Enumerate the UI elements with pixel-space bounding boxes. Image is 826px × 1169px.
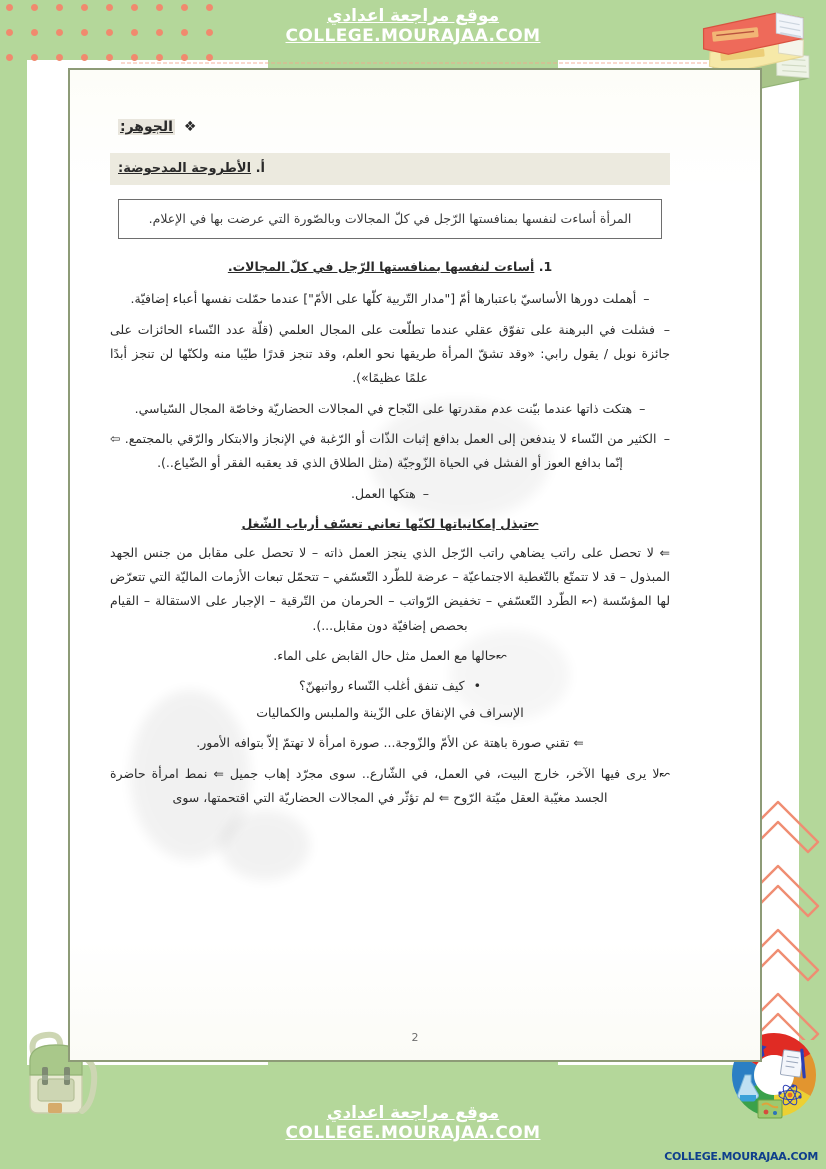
list-item xyxy=(110,397,670,421)
decorative-dot xyxy=(206,54,213,61)
arrow-block-3: ⇐ تقني صورة باهتة عن الأمّ والزّوجة... صورة امرأة لا تهتمّ إلاّ بتوافه الأمور. xyxy=(196,735,584,751)
decorative-dot xyxy=(156,54,163,61)
brand-url-bottom[interactable]: COLLEGE.MOURAJAA.COM xyxy=(285,1122,541,1143)
document-text-body xyxy=(110,114,670,816)
arrow-block-4: ↜لا يرى فيها الآخر، خارج البيت، في العمل، في الشّارع.. سوى مجرّد إهاب جميل ⇐ نمط امرأة حاضرة الجسد مغيّبة العقل ميّتة الرّوح ⇐ لم تؤثّر في المجالات الحضاريّة التي اقتحمتها، سوى xyxy=(110,765,670,805)
subheading-underlined: ↜تبذل إمكانياتها لكنّها تعاني تعسّف أرباب الشّغل xyxy=(241,516,539,532)
page-number: 2 xyxy=(411,1031,419,1044)
decorative-dot xyxy=(131,54,138,61)
decorative-dot xyxy=(81,54,88,61)
diamond-bullet-icon: ❖ xyxy=(183,119,197,135)
decorative-dot xyxy=(31,54,38,61)
numbered-item-1-title: أساءت لنفسها بمنافستها الرّجل في كلّ المجالات. xyxy=(227,258,535,274)
list-item-marker: – xyxy=(663,321,670,337)
brand-url-top[interactable]: COLLEGE.MOURAJAA.COM xyxy=(285,26,541,47)
answer-line: الإسراف في الإنفاق على الزّينة والملبس والكماليات xyxy=(256,704,524,720)
brand-arabic-title-footer: موقع مراجعة اعدادي xyxy=(326,1102,500,1123)
heading-essence xyxy=(110,114,670,141)
thesis-quote-box: المرأة أساءت لنفسها بمنافستها الرّجل في كلّ المجالات وبالصّورة التي عرضت بها في الإعلام. xyxy=(118,199,662,239)
arrow-line-2: ↜حالها مع العمل مثل حال القابض على الماء. xyxy=(273,648,507,664)
brand-arabic-title: موقع مراجعة اعدادي xyxy=(326,6,500,26)
list-item-marker: – xyxy=(663,431,670,447)
list-item xyxy=(110,427,670,476)
footer-branding xyxy=(0,1103,826,1143)
list-item-text: الكثير من النّساء لا يندفعن إلى العمل بدافع إثبات الذّات أو الرّغبة في الإنجاز والابتكار والرّقي بالمجتمع. ⇦ إنّما بدافع العوز أو الفشل في الحياة الزّوجيّة (مثل الطلاق الذي قد يعقبه الفقر أو الضّياع..). xyxy=(110,431,657,471)
list-item-marker: – xyxy=(422,485,430,501)
list-item-text: فشلت في البرهنة على تفوّق عقلي عندما تطلّعت على المجال العلمي (قلّة عدد النّساء الحائزات على جائزة نوبل / يقول رابي: «وقد تشقّ المرأة طريقها نحو العلم، وقد تنجز قدرًا طيّبا منه ولكنّها لن تنجز أبدًا علمًا عظيمًا»). xyxy=(110,321,670,386)
arrow-block-1: ⇐ لا تحصل على راتب يضاهي راتب الرّجل الذي ينجز العمل ذاته – لا تحصل على مقابل من جنس الجهد المبذول – قد لا تتمتّع بالتّغطية الاجتماعيّة – عرضة للطّرد التّعسّفي – تتحمّل تبعات الأزمات الماليّة التي تتعرّض لها المؤسّسة (↜ الطّرد التّعسّفي – تخفيض الرّواتب – الحرمان من التّرقية – الإجبار على الاستقالة – القيام بحصص إضافيّة دون مقابل...). xyxy=(110,544,670,633)
heading-thesis-label: الأطروحة المدحوضة: xyxy=(118,161,252,177)
decorative-dot xyxy=(106,54,113,61)
decorative-dot xyxy=(181,54,188,61)
round-bullet-icon: • xyxy=(473,678,481,694)
list-item-marker: – xyxy=(643,291,650,307)
list-item-text: أهملت دورها الأساسيّ باعتبارها أمّ ["مدار التّربية كلّها على الأمّ"] عندما حمّلت نفسها أعباء إضافيّة. xyxy=(130,291,637,307)
list-item-text: هتكت ذاتها عندما بيّنت عدم مقدرتها على النّجاح في المجالات الحضاريّة وخاصّة المجال السّياسي. xyxy=(134,400,633,416)
brand-badge-bottom-right: COLLEGE.MOURAJAA.COM xyxy=(664,1150,818,1163)
numbered-item-1-number: 1 xyxy=(543,258,553,274)
list-item xyxy=(110,482,670,506)
heading-thesis xyxy=(110,153,670,184)
bullet-question xyxy=(110,674,670,698)
decorative-dot xyxy=(56,54,63,61)
heading-essence-label: الجوهر: xyxy=(120,119,173,135)
list-item-text: هتكها العمل. xyxy=(350,485,416,501)
list-item xyxy=(110,318,670,391)
heading-thesis-marker: أ. xyxy=(255,161,265,177)
bullet-question-text: كيف تنفق أغلب النّساء رواتبهنّ؟ xyxy=(299,678,465,694)
decorative-dotted-rule xyxy=(120,62,720,64)
decorative-dot xyxy=(6,54,13,61)
list-item xyxy=(110,287,670,311)
numbered-item-1: 1. أساءت لنفسها بمنافستها الرّجل في كلّ المجالات. xyxy=(227,258,553,274)
scanned-document-page xyxy=(68,68,762,1062)
list-item-marker: – xyxy=(639,400,646,416)
